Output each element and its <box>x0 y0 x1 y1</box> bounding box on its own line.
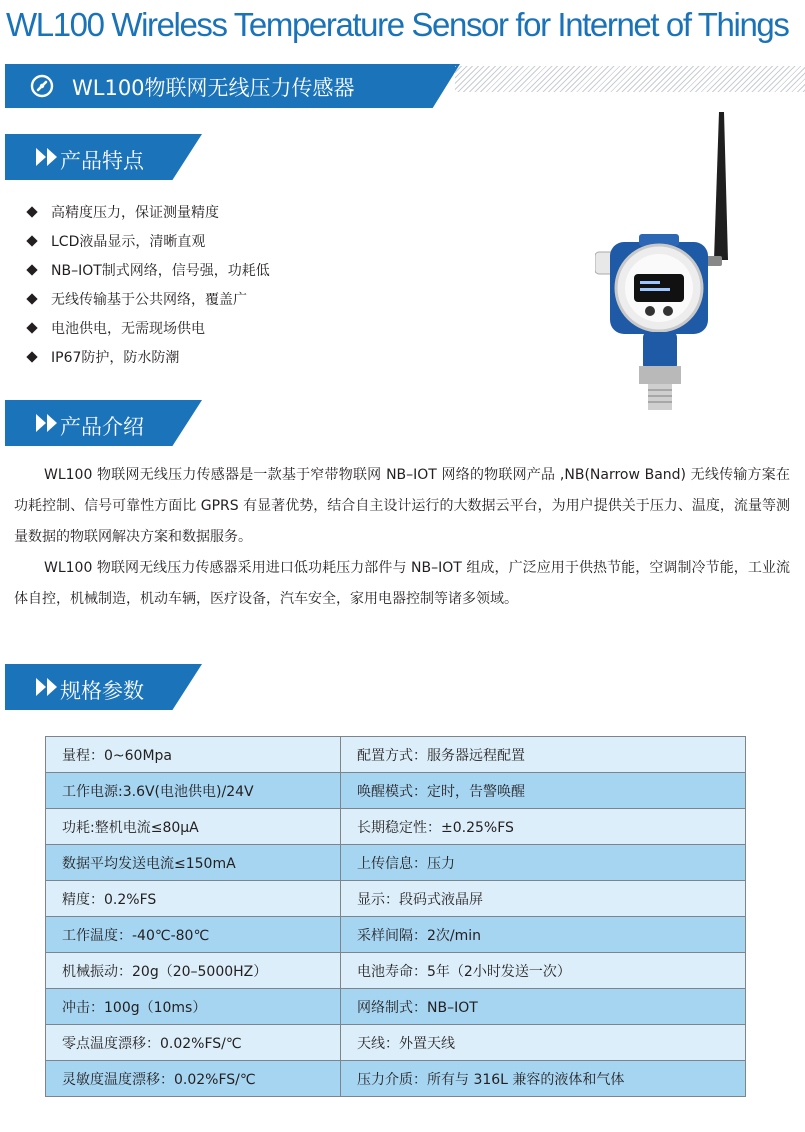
table-row <box>46 989 746 1025</box>
spec-cell: 工作温度：-40℃-80℃ <box>46 917 341 953</box>
spec-cell: 唤醒模式：定时，告警唤醒 <box>341 773 746 809</box>
feature-item: 电池供电，无需现场供电 <box>28 318 205 338</box>
diamond-bullet-icon <box>26 351 37 362</box>
feature-item: LCD液晶显示，清晰直观 <box>28 231 205 251</box>
spec-cell: 精度：0.2%FS <box>46 881 341 917</box>
feature-item: 高精度压力，保证测量精度 <box>28 202 219 222</box>
double-chevron-right-icon <box>35 677 61 697</box>
spec-table <box>45 736 746 1097</box>
table-row <box>46 1025 746 1061</box>
feature-item: IP67防护，防水防潮 <box>28 347 179 367</box>
spec-cell: 零点温度漂移：0.02%FS/℃ <box>46 1025 341 1061</box>
spec-cell: 功耗:整机电流≤80μA <box>46 809 341 845</box>
gauge-icon <box>30 74 54 98</box>
spec-cell: 配置方式：服务器远程配置 <box>341 737 746 773</box>
table-row <box>46 1061 746 1097</box>
page-title: WL100 Wireless Temperature Sensor for Internet of Things <box>6 6 789 43</box>
diamond-bullet-icon <box>26 264 37 275</box>
sensor-product-image <box>595 110 745 415</box>
diamond-bullet-icon <box>26 322 37 333</box>
double-chevron-right-icon <box>35 413 61 433</box>
table-row <box>46 845 746 881</box>
spec-cell: 显示：段码式液晶屏 <box>341 881 746 917</box>
spec-cell: 长期稳定性：±0.25%FS <box>341 809 746 845</box>
spec-cell: 灵敏度温度漂移：0.02%FS/℃ <box>46 1061 341 1097</box>
diamond-bullet-icon <box>26 293 37 304</box>
spec-cell: 量程：0~60Mpa <box>46 737 341 773</box>
spec-cell: 机械振动：20g（20–5000HZ） <box>46 953 341 989</box>
spec-cell: 网络制式：NB–IOT <box>341 989 746 1025</box>
table-row <box>46 917 746 953</box>
table-row <box>46 881 746 917</box>
spec-cell: 天线：外置天线 <box>341 1025 746 1061</box>
table-row <box>46 773 746 809</box>
double-chevron-right-icon <box>35 147 61 167</box>
section-title-intro: 产品介绍 <box>60 415 144 439</box>
spec-cell: 上传信息：压力 <box>341 845 746 881</box>
table-row <box>46 953 746 989</box>
diamond-bullet-icon <box>26 206 37 217</box>
table-row <box>46 809 746 845</box>
spec-cell: 采样间隔：2次/min <box>341 917 746 953</box>
spec-cell: 冲击：100g（10ms） <box>46 989 341 1025</box>
spec-cell: 工作电源:3.6V(电池供电)/24V <box>46 773 341 809</box>
intro-paragraph: WL100 物联网无线压力传感器是一款基于窄带物联网 NB–IOT 网络的物联网产品 ,NB(Narrow Band) 无线传输方案在功耗控制、信号可靠性方面比 GPRS 有显著优势，结合自主设计运行的大数据云平台，为用户提供关于压力、温度，流量等测量数据的物联网解决方案和数据服务。 <box>14 467 790 545</box>
section-title-specs: 规格参数 <box>60 679 144 703</box>
spec-cell: 压力介质：所有与 316L 兼容的液体和气体 <box>341 1061 746 1097</box>
subtitle-text: WL100物联网无线压力传感器 <box>72 76 355 100</box>
table-row <box>46 737 746 773</box>
spec-cell: 电池寿命：5年（2小时发送一次） <box>341 953 746 989</box>
intro-paragraph: WL100 物联网无线压力传感器采用进口低功耗压力部件与 NB–IOT 组成，广泛应用于供热节能，空调制冷节能，工业流体自控，机械制造，机动车辆，医疗设备，汽车安全，家用电器控制等诸多领域。 <box>14 560 790 607</box>
intro-text <box>14 460 790 615</box>
spec-cell: 数据平均发送电流≤150mA <box>46 845 341 881</box>
diamond-bullet-icon <box>26 235 37 246</box>
feature-item: NB–IOT制式网络，信号强，功耗低 <box>28 260 270 280</box>
decorative-stripes <box>455 66 805 92</box>
section-title-features: 产品特点 <box>60 149 144 173</box>
feature-item: 无线传输基于公共网络，覆盖广 <box>28 289 247 309</box>
